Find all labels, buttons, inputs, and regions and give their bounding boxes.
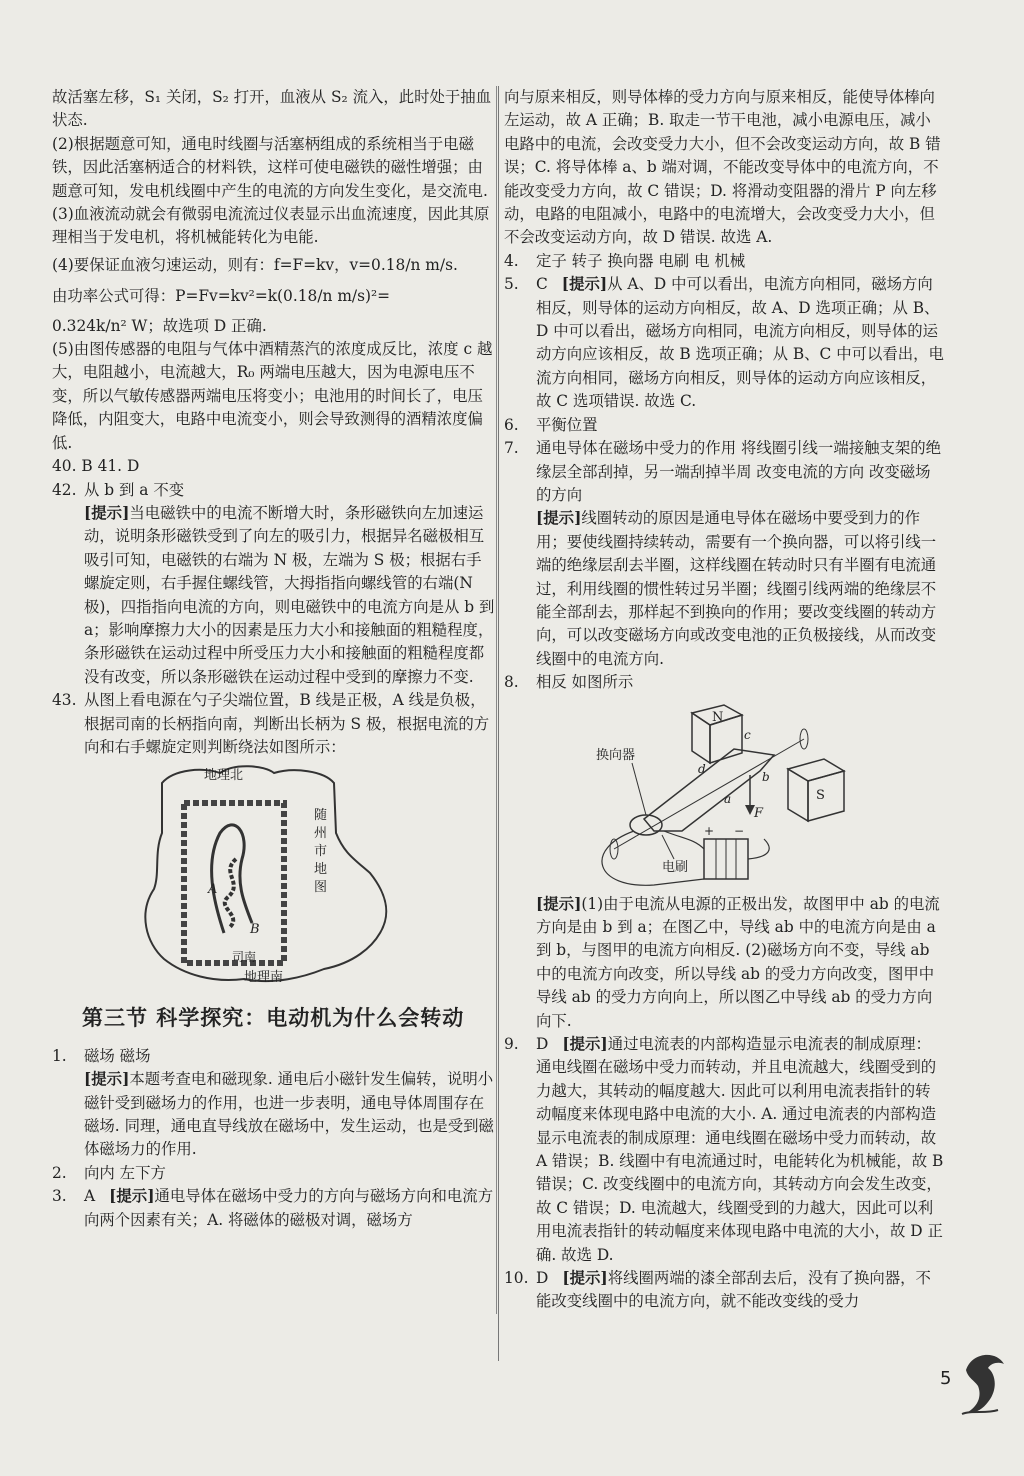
dolphin-logo-icon — [952, 1340, 1012, 1420]
map-title-char: 图 — [314, 880, 328, 896]
suizhou-map-figure — [124, 763, 424, 991]
question-number: 4. — [504, 251, 519, 270]
battery-minus-label: − — [734, 823, 745, 838]
answer: 平衡位置 — [536, 415, 598, 434]
hint-text: 当电磁铁中的电流不断增大时，条形磁铁向左加速运动，说明条形磁铁受到了向左的吸引力，根据异名磁极相互吸引可知，电磁铁的右端为 N 极，左端为 S 极；根据右手螺旋定则，右手握住螺线管，大拇指指向螺线管的右端(N 极)，四指指向电流的方向，则电磁铁中的电流方向是从 b 到 a；影响摩擦力大小的因素是压力大小和接触面的粗糙程度，条形磁铁在运动过程中所受压力大小和接触面的粗糙程度都没有改变，所以条形磁铁在运动过程中受到的摩擦力不变. — [84, 503, 495, 686]
answer: 通电导体在磁场中受力的作用 将线圈引线一端接触支架的绝缘层全部刮掉，另一端刮掉半周 改变电流的方向 改变磁场的方向 — [536, 439, 942, 504]
question-2 — [52, 1162, 496, 1185]
paragraph: (2)根据题意可知，通电时线圈与活塞柄组成的系统相当于电磁铁，因此活塞柄适合的材料铁，这样可使电磁铁的磁性增强；由题意可知，发电机线圈中产生的电流的方向发生变化，是交流电. — [52, 134, 488, 200]
hint-text: 本题考查电和磁现象. 通电后小磁针发生偏转，说明小磁针受到磁场力的作用，也进一步表明，通电导体周围存在磁场. 同理，通电直导线放在磁场中，发生运动，也是受到磁体磁场力的作用. — [84, 1070, 494, 1159]
map-title-char: 州 — [314, 826, 328, 842]
question-number: 42. — [52, 480, 77, 499]
question-4 — [504, 250, 944, 273]
battery-plus-label: + — [704, 823, 715, 838]
hint-label: [提示] — [561, 275, 608, 294]
question-number: 7. — [504, 439, 519, 458]
question-43 — [52, 689, 496, 759]
formula-line: (4)要保证血液匀速运动，则有：f=F=kv，v=0.18/n m/s. — [52, 255, 458, 274]
map-title-char: 地 — [314, 862, 328, 878]
question-number: 5. — [504, 275, 519, 294]
question-number: 10. — [504, 1269, 529, 1288]
map-title-char: 市 — [314, 844, 328, 860]
question-8 — [504, 671, 944, 694]
question-1 — [52, 1045, 496, 1162]
hint-text: 线圈转动的原因是通电导体在磁场中要受到力的作用；要使线圈持续转动，需要有一个换向器，可以将引线一端的绝缘层刮去半圈，这样线圈在转动时只有半圈有电流通过，利用线圈的惯性转过另半圈；线圈引线两端的绝缘层不能全部刮去，那样起不到换向的作用；要改变线圈的转动方向，可以改变磁场方向或改变电池的正负极接线，从而改变线圈中的电流方向. — [536, 509, 937, 668]
hint-label: [提示] — [536, 509, 582, 528]
hint-label: [提示] — [536, 894, 582, 913]
map-title-char: 随 — [314, 808, 328, 824]
question-number: 43. — [52, 691, 77, 710]
question-number: 3. — [52, 1187, 67, 1206]
commutator-label: 换向器 — [596, 747, 636, 763]
map-label-a: A — [208, 882, 218, 898]
answer: 定子 转子 换向器 电刷 电 机械 — [536, 251, 746, 270]
question-number: 9. — [504, 1035, 519, 1053]
question-number: 8. — [504, 673, 519, 692]
question-10 — [504, 1267, 944, 1314]
hint-label: [提示] — [84, 503, 130, 522]
answer-line: 40. B 41. D — [52, 457, 140, 476]
map-sinan-label: 司南 — [232, 950, 257, 965]
hint-text: (1)由于电流从电源的正极出发，故图甲中 ab 的电流方向是由 b 到 a；在图乙中，导线 ab 中的电流方向是由 a 到 b，与图甲的电流方向相反. (2)磁场方向不变，导线 ab 中的电流方向改变，所以导线 ab 的受力方向改变，图甲中导线 ab 的受力方向向上，所以图乙中导线 ab 的受力方向向下. — [536, 894, 940, 1030]
paragraph: 故活塞左移，S₁ 关闭，S₂ 打开，血液从 S₂ 流入，此时处于抽血状态. — [52, 88, 492, 130]
section-title: 第三节 科学探究：电动机为什么会转动 — [82, 1006, 465, 1031]
hint-text: 通电导体在磁场中受力的方向与磁场方向和电流方向两个因素有关；A. 将磁体的磁极对调，磁场方 — [84, 1187, 494, 1229]
question-number: 2. — [52, 1163, 67, 1182]
question-number: 6. — [504, 415, 519, 434]
label-c: c — [744, 727, 751, 742]
paragraph: 向与原来相反，则导体棒的受力方向与原来相反，能使导体棒向左运动，故 A 正确；B. 取走一节干电池，减小电源电压，减小电路中的电流，会改变受力大小，但不会改变运动方向，故 B 错误；C. 将导体棒 a、b 端对调，不能改变导体中的电流方向，不能改变受力方向，故 C 错误；D. 将滑动变阻器的滑片 P 向左移动，电路的电阻减小，电路中的电流增大，会改变受力大小，但不会改变运动方向，故 D 错误. 故选 A. — [504, 88, 941, 247]
right-column — [504, 86, 944, 1314]
hint-text: 通过电流表的内部构造显示电流表的制成原理：通电线圈在磁场中受力而转动，并且电流越大，线圈受到的力越大，其转动的幅度越大. 因此可以利用电流表指针的转动幅度来体现电路中电流的大小. A. 通过电流表的内部构造显示电流表的制成原理：通电线圈在磁场中受力而转动，故 A 错误；B. 线圈中有电流通过时，电能转化为机械能，故 B 错误；C. 改变线圈中的电流方向，其转动方向会发生改变，故 C 错误；D. 电流越大，线圈受到的力越大，因此可以利用电流表指针的转动幅度来体现电路中电流的大小，故 D 正确. 故选 D. — [536, 1035, 944, 1264]
hint-label: [提示] — [84, 1070, 130, 1089]
label-a: a — [724, 791, 732, 806]
motor-diagram-figure — [574, 699, 874, 889]
paragraph: (3)血液流动就会有微弱电流流过仪表显示出血流速度，因此其原理相当于发电机，将机械能转化为电能. — [52, 205, 490, 247]
brush-label: 电刷 — [662, 859, 689, 875]
answer: 向内 左下方 — [84, 1163, 166, 1182]
answer: 相反 如图所示 — [536, 673, 634, 692]
hint-label: [提示] — [562, 1269, 608, 1288]
left-column — [52, 86, 496, 1232]
force-label: F — [754, 805, 764, 821]
answer: 磁场 磁场 — [84, 1046, 151, 1065]
question-7 — [504, 437, 944, 671]
question-6 — [504, 414, 944, 437]
magnet-s-label: S — [816, 787, 825, 803]
answer: D — [536, 1269, 549, 1288]
map-label-b: B — [250, 922, 260, 938]
paragraph: (5)由图传感器的电阻与气体中酒精蒸汽的浓度成反比，浓度 c 越大，电阻越小，电流越大，R₀ 两端电压越大，因为电源电压不变，所以气敏传感器两端电压将变小；电池用的时间长了，电压降低，内阻变大，电路中电流变小，则会导致测得的酒精浓度偏低. — [52, 340, 493, 452]
question-5 — [504, 273, 944, 413]
hint-label: [提示] — [562, 1035, 608, 1053]
label-d: d — [698, 761, 706, 776]
question-number: 1. — [52, 1046, 67, 1065]
answer: A — [84, 1187, 96, 1206]
hint-label: [提示] — [109, 1187, 155, 1206]
answer: 从图上看电源在勺子尖端位置，B 线是正极，A 线是负极，根据司南的长柄指向南，判断出长柄为 S 极，根据电流的方向和右手螺旋定则判断绕法如图所示： — [84, 691, 490, 756]
hint-text: 从 A、D 中可以看出，电流方向相同，磁场方向相反，则导体的运动方向相反，故 A、D 选项正确；从 B、D 中可以看出，磁场方向相同，电流方向相反，则导体的运动方向应该相反，故 B 选项正确；从 B、C 中可以看出，电流方向相同，磁场方向相反，则导体的运动方向应该相反，故 C 选项错误. 故选 C. — [536, 275, 944, 411]
question-42 — [52, 479, 496, 690]
page-number: 5 — [940, 1368, 952, 1389]
column-divider — [498, 86, 499, 1361]
map-south-label: 地理南 — [244, 970, 284, 986]
label-b: b — [762, 769, 770, 784]
question-3 — [52, 1185, 496, 1232]
question-9 — [504, 1033, 944, 1267]
map-north-label: 地理北 — [204, 768, 244, 784]
formula-line: 0.324k/n² W；故选项 D 正确. — [52, 316, 267, 335]
magnet-n-label: N — [712, 709, 724, 725]
formula-line: 由功率公式可得：P=Fv=kv²=k(0.18/n m/s)²= — [52, 287, 391, 306]
answer: D — [536, 1035, 549, 1053]
answer: 从 b 到 a 不变 — [84, 480, 185, 499]
answer: C — [536, 275, 548, 294]
hint-text: 将线圈两端的漆全部刮去后，没有了换向器，不能改变线圈中的电流方向，就不能改变线的受力 — [536, 1269, 931, 1311]
